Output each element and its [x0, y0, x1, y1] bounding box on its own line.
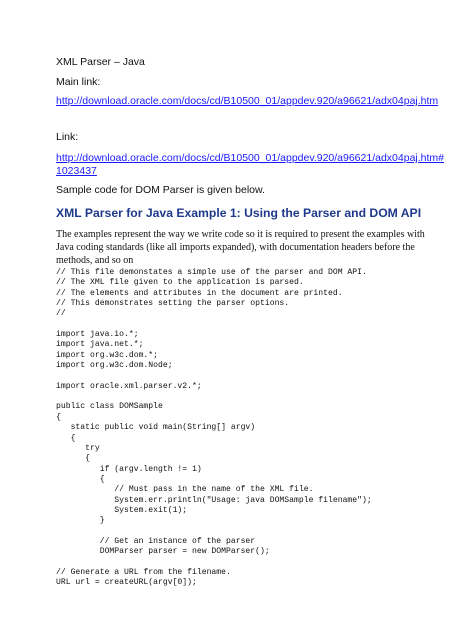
- code-line: // Get an instance of the parser: [56, 536, 256, 546]
- code-line: import java.io.*;: [56, 330, 139, 340]
- code-line: import oracle.xml.parser.v2.*;: [56, 381, 202, 391]
- code-line: static public void main(String[] argv): [56, 423, 256, 433]
- code-line: // Generate a URL from the filename.: [56, 567, 231, 577]
- secondary-link-line-2[interactable]: 1023437: [56, 165, 97, 177]
- code-line: // Must pass in the name of the XML file.: [56, 485, 314, 495]
- code-line: [56, 558, 372, 568]
- code-line: {: [56, 412, 61, 422]
- main-link[interactable]: http://download.oracle.com/docs/cd/B10500_01/appdev.920/a96621/adx04paj.htm: [56, 95, 439, 107]
- sample-code-note: Sample code for DOM Parser is given below.: [56, 184, 265, 196]
- section-heading: XML Parser for Java Example 1: Using the Parser and DOM API: [56, 206, 422, 220]
- code-line: [56, 371, 372, 381]
- code-line: [56, 392, 372, 402]
- code-line: //: [56, 309, 66, 319]
- code-block: [56, 268, 372, 589]
- intro-paragraph: The examples represent the way we write code so it is required to present the examples with Java coding standards (like all imports expanded), with documentation headers before the methods, and so on: [56, 229, 425, 266]
- code-line: // The XML file given to the application is parsed.: [56, 278, 304, 288]
- code-line: // This demonstrates setting the parser options.: [56, 299, 290, 309]
- link-label: Link:: [56, 131, 79, 143]
- code-line: {: [56, 433, 76, 443]
- code-line: {: [56, 474, 105, 484]
- code-line: URL url = createURL(argv[0]);: [56, 578, 197, 588]
- code-line: public class DOMSample: [56, 402, 163, 412]
- code-line: if (argv.length != 1): [56, 464, 202, 474]
- code-line: System.err.println("Usage: java DOMSample filename");: [56, 495, 372, 505]
- code-line: try: [56, 443, 100, 453]
- secondary-link-line-1[interactable]: http://download.oracle.com/docs/cd/B10500_01/appdev.920/a96621/adx04paj.htm#: [56, 152, 445, 164]
- code-line: import org.w3c.dom.Node;: [56, 361, 173, 371]
- code-line: [56, 527, 372, 537]
- document-title: XML Parser – Java: [56, 56, 145, 68]
- code-line: import java.net.*;: [56, 340, 144, 350]
- code-line: import org.w3c.dom.*;: [56, 350, 158, 360]
- code-line: {: [56, 454, 90, 464]
- code-line: System.exit(1);: [56, 505, 188, 515]
- code-line: }: [56, 516, 105, 526]
- code-line: // This file demonstates a simple use of the parser and DOM API.: [56, 268, 367, 277]
- code-line: [56, 320, 372, 330]
- code-line: DOMParser parser = new DOMParser();: [56, 547, 270, 557]
- main-link-label: Main link:: [56, 76, 101, 88]
- code-line: // The elements and attributes in the document are printed.: [56, 288, 343, 298]
